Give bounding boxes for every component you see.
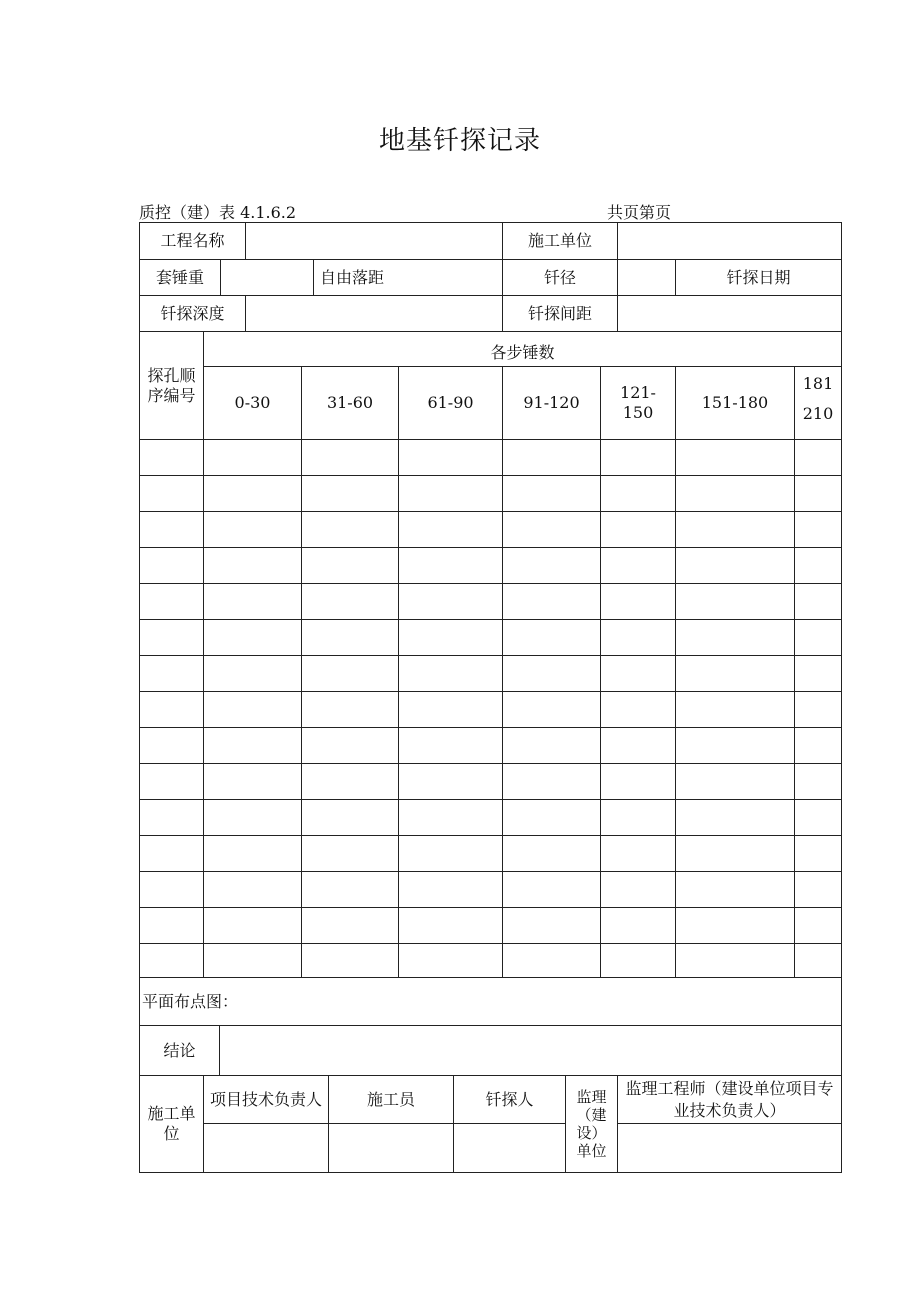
sign-tech-lead[interactable] bbox=[204, 1124, 328, 1172]
range-91-120: 91-120 bbox=[523, 393, 580, 412]
label-sign-construction-unit: 施工单位 bbox=[147, 1104, 196, 1143]
label-plan-layout: 平面布点图： bbox=[142, 991, 239, 1011]
sign-prober[interactable] bbox=[454, 1124, 565, 1172]
label-conclusion: 结论 bbox=[163, 1040, 196, 1060]
field-probe-spacing[interactable] bbox=[618, 296, 841, 331]
field-probe-depth[interactable] bbox=[246, 296, 502, 331]
sign-worker[interactable] bbox=[329, 1124, 453, 1172]
page-info: 共页第页 bbox=[607, 203, 672, 222]
label-prober: 钎探人 bbox=[485, 1089, 534, 1109]
label-rod-diameter: 钎径 bbox=[543, 267, 576, 287]
label-probe-date: 钎探日期 bbox=[726, 267, 791, 287]
label-hammer-weight: 套锤重 bbox=[155, 267, 204, 287]
range-151-180: 151-180 bbox=[701, 393, 769, 412]
sign-supervising-engineer[interactable] bbox=[618, 1124, 841, 1172]
range-0-30: 0-30 bbox=[234, 393, 271, 412]
field-conclusion[interactable] bbox=[220, 1026, 841, 1075]
range-121-150: 121-150 bbox=[620, 383, 656, 422]
range-61-90: 61-90 bbox=[427, 393, 474, 412]
field-project-name[interactable] bbox=[246, 223, 502, 259]
field-hammer-weight[interactable] bbox=[221, 260, 313, 295]
field-rod-diameter[interactable] bbox=[618, 260, 675, 295]
label-project-name: 工程名称 bbox=[160, 231, 225, 250]
form-code: 质控（建）表 4.1.6.2 bbox=[139, 203, 297, 222]
label-hole-number: 探孔顺序编号 bbox=[147, 365, 196, 405]
label-worker: 施工员 bbox=[366, 1089, 415, 1109]
range-31-60: 31-60 bbox=[326, 393, 374, 412]
label-construction-unit: 施工单位 bbox=[527, 231, 592, 250]
page-title: 地基钎探记录 bbox=[378, 126, 541, 156]
field-construction-unit[interactable] bbox=[618, 223, 841, 259]
range-181-210: 181 210 bbox=[802, 374, 834, 423]
label-probe-spacing: 钎探间距 bbox=[527, 303, 592, 323]
label-supervision-unit: 监理（建设）单位 bbox=[576, 1088, 607, 1160]
label-free-fall: 自由落距 bbox=[320, 267, 385, 287]
label-supervising-engineer: 监理工程师（建设单位项目专业技术负责人） bbox=[625, 1078, 834, 1120]
label-probe-depth: 钎探深度 bbox=[160, 303, 225, 323]
label-blow-count: 各步锤数 bbox=[490, 343, 555, 362]
label-tech-lead: 项目技术负责人 bbox=[210, 1089, 323, 1109]
